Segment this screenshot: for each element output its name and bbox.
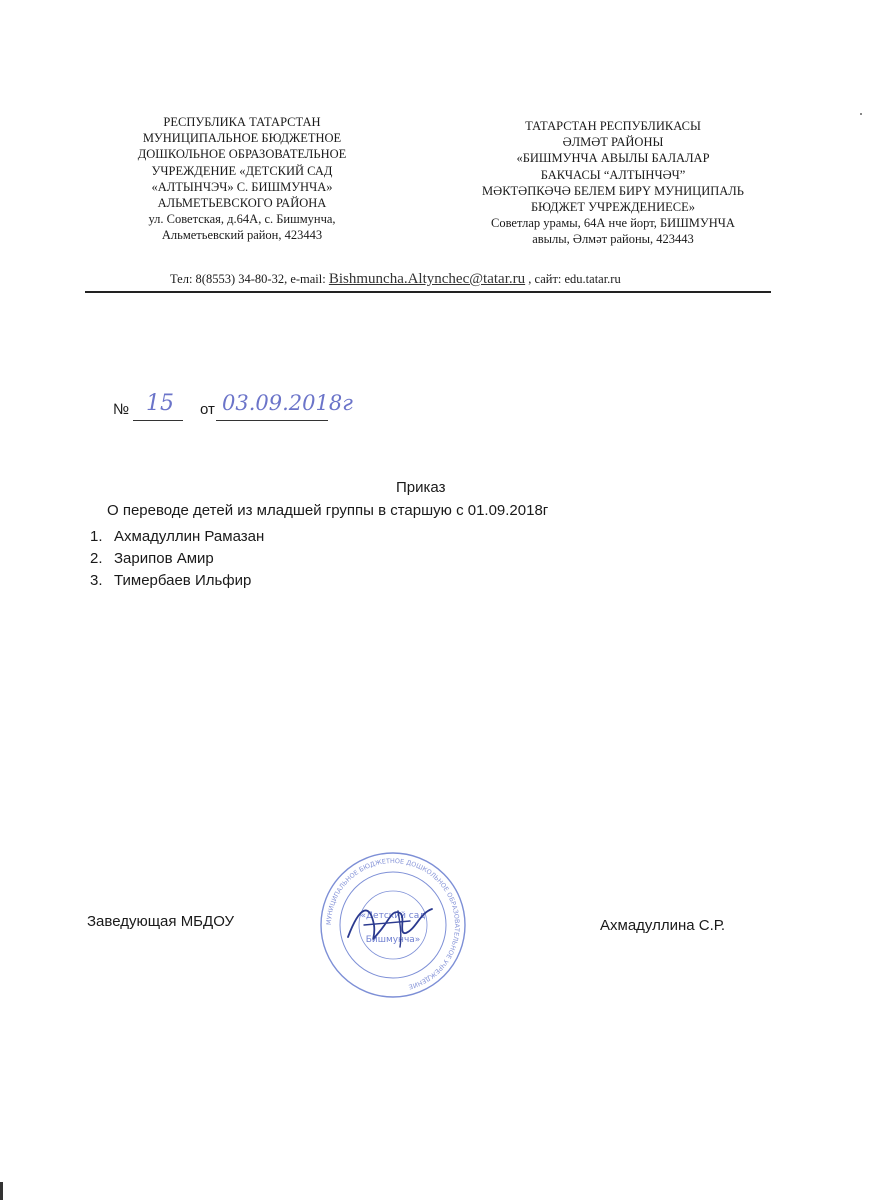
- child-name: Тимербаев Ильфир: [114, 572, 252, 589]
- contact-suffix: , сайт: edu.tatar.ru: [525, 272, 621, 286]
- order-title: Приказ: [396, 479, 446, 496]
- header-left-line: АЛЬМЕТЬЕВСКОГО РАЙОНА: [157, 196, 327, 211]
- stamp-ring-text: МУНИЦИПАЛЬНОЕ БЮДЖЕТНОЕ ДОШКОЛЬНОЕ ОБРАЗОВАТЕЛЬНОЕ УЧРЕЖДЕНИЕ: [324, 856, 462, 991]
- scan-speck: [860, 113, 862, 115]
- header-left-line: «АЛТЫНЧЭЧ» С. БИШМУНЧА»: [151, 179, 333, 194]
- list-item: [90, 548, 264, 570]
- header-right-line: «БИШМУНЧА АВЫЛЫ БАЛАЛАР: [516, 151, 710, 166]
- list-item-number: 3.: [90, 572, 103, 589]
- header-right-line: МӘКТӘПКӘЧӘ БЕЛЕМ БИРҮ МУНИЦИПАЛЬ: [482, 183, 744, 198]
- list-item-number: 2.: [90, 550, 103, 567]
- header-left-line: МУНИЦИПАЛЬНОЕ БЮДЖЕТНОЕ: [142, 131, 342, 146]
- handwritten-signature: [340, 895, 440, 955]
- stamp-center-bottom: Бишмунча»: [365, 935, 421, 945]
- list-item-number: 1.: [90, 528, 103, 545]
- email-link[interactable]: Bishmuncha.Altynchec@tatar.ru: [328, 271, 526, 287]
- order-date-label: от: [200, 401, 215, 418]
- header-right-line: ӘЛМӘТ РАЙОНЫ: [562, 135, 664, 150]
- header-right-line: БЮДЖЕТ УЧРЕЖДЕНИЕСЕ»: [530, 200, 696, 215]
- header-right-line: БАКЧАСЫ “АЛТЫНЧӘЧ”: [540, 167, 686, 182]
- order-number-blank: [133, 420, 183, 421]
- list-item: [90, 570, 264, 592]
- order-subject: О переводе детей из младшей группы в старшую с 01.09.2018г: [107, 502, 549, 519]
- header-left-line: РЕСПУБЛИКА ТАТАРСТАН: [163, 115, 321, 129]
- header-right: [458, 118, 768, 248]
- header-left-line: УЧРЕЖДЕНИЕ «ДЕТСКИЙ САД: [151, 163, 333, 178]
- order-number-value: 15: [146, 391, 174, 416]
- child-name: Ахмадуллин Рамазан: [114, 528, 265, 545]
- signatory-position: Заведующая МБДОУ: [87, 913, 235, 930]
- header-right-line: ТАТАРСТАН РЕСПУБЛИКАСЫ: [525, 119, 701, 133]
- header-divider: [85, 291, 771, 293]
- contact-line: [170, 271, 730, 288]
- header-left-line: ДОШКОЛЬНОЕ ОБРАЗОВАТЕЛЬНОЕ: [137, 147, 347, 162]
- order-date-value: 03.09.2018г: [222, 391, 353, 415]
- header-right-line: Советлар урамы, 64А нче йорт, БИШМУНЧА: [491, 216, 735, 231]
- header-right-line: авылы, Әлмәт районы, 423443: [532, 232, 694, 247]
- order-number-label: №: [113, 401, 130, 418]
- children-list: [90, 526, 264, 592]
- stamp-center-top: «Детский сад: [360, 911, 426, 921]
- order-date-blank: [216, 420, 328, 421]
- child-name: Зарипов Амир: [114, 550, 214, 567]
- scan-edge-mark: [0, 1182, 3, 1200]
- contact-prefix: Тел: 8(8553) 34-80-32, e-mail:: [170, 272, 329, 286]
- header-left-line: Альметьевский район, 423443: [161, 228, 323, 243]
- list-item: [90, 526, 264, 548]
- header-left-line: ул. Советская, д.64А, с. Бишмунча,: [148, 212, 336, 227]
- header-left: [100, 114, 384, 244]
- signatory-name: Ахмадуллина С.Р.: [600, 917, 726, 934]
